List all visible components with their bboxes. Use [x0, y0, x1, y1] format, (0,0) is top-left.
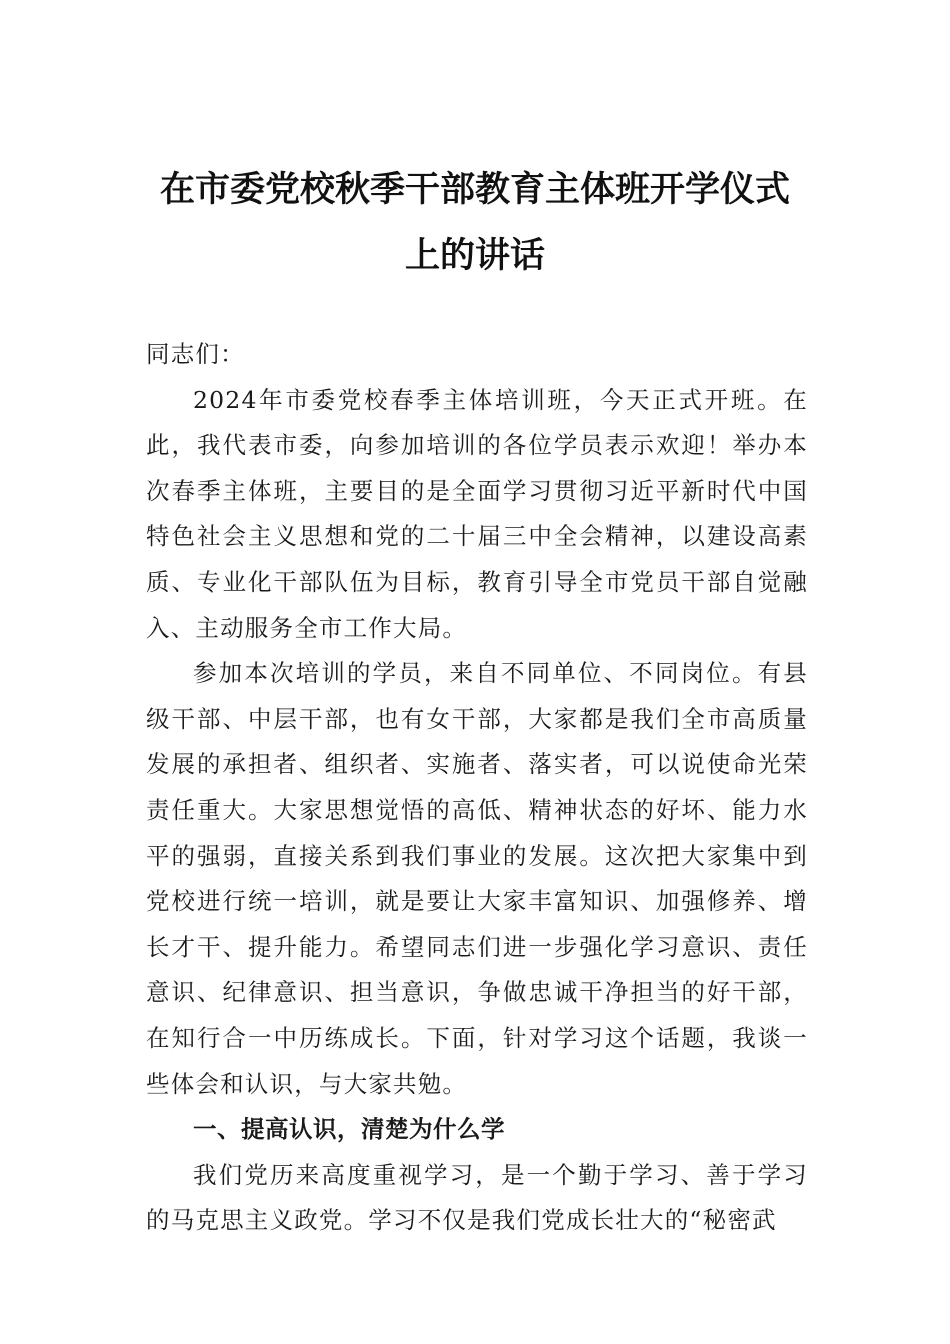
document-body: [146, 332, 808, 1244]
paragraph-2: 参加本次培训的学员，来自不同单位、不同岗位。有县级干部、中层干部，也有女干部，大家都是我们全市高质量发展的承担者、组织者、实施者、落实者，可以说使命光荣责任重大。大家思想觉悟的高低、精神状态的好坏、能力水平的强弱，直接关系到我们事业的发展。这次把大家集中到党校进行统一培训，就是要让大家丰富知识、加强修养、增长才干、提升能力。希望同志们进一步强化学习意识、责任意识、纪律意识、担当意识，争做忠诚干净担当的好干部，在知行合一中历练成长。下面，针对学习这个话题，我谈一些体会和认识，与大家共勉。: [146, 659, 808, 1098]
section-paragraph: 我们党历来高度重视学习，是一个勤于学习、善于学习的马克思主义政党。学习不仅是我们党成长壮大的“秘密武: [146, 1160, 808, 1235]
salutation: 同志们：: [146, 340, 245, 368]
document-title-line-2: 上的讲话: [404, 236, 545, 276]
document-title-line-1: 在市委党校秋季干部教育主体班开学仪式: [159, 170, 790, 210]
section-heading: 一、提高认识，清楚为什么学: [193, 1115, 505, 1144]
paragraph-1: 2024年市委党校春季主体培训班，今天正式开班。在此，我代表市委，向参加培训的各位学员表示欢迎！举办本次春季主体班，主要目的是全面学习贯彻习近平新时代中国特色社会主义思想和党的二十届三中全会精神，以建设高素质、专业化干部队伍为目标，教育引导全市党员干部自觉融入、主动服务全市工作大局。: [146, 385, 808, 642]
